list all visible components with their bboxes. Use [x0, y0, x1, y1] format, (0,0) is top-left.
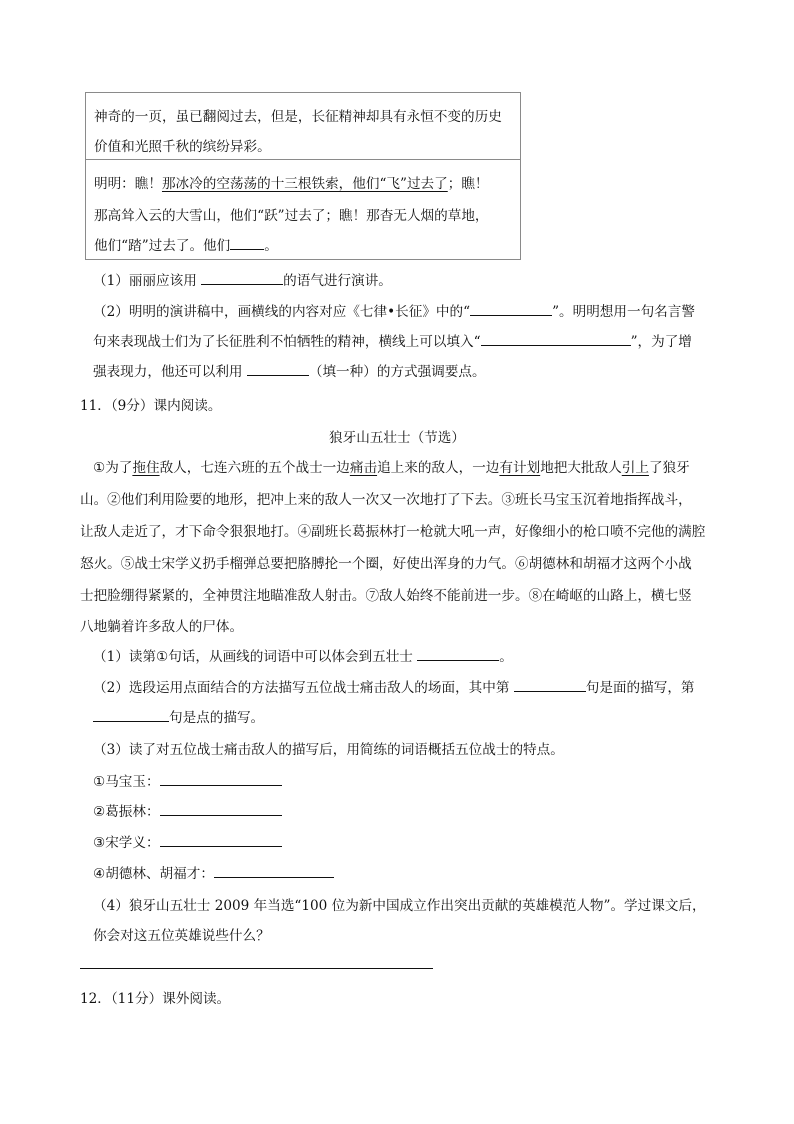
underlined-word: 有计划 — [499, 460, 541, 476]
answer-blank[interactable] — [160, 834, 282, 847]
answer-blank[interactable] — [470, 303, 552, 316]
passage-line3: 让敌人走近了，才下命令狠狠地打。④副班长葛振林打一枪就大吼一声，好像细小的枪口喷不完他的满腔 — [80, 524, 706, 540]
box1-line2: 价值和光照千秋的缤纷异彩。 — [94, 139, 271, 155]
answer-blank[interactable] — [247, 363, 309, 376]
passage-line2: 山。②他们利用险要的地形，把冲上来的敌人一次又一次地打了下去。③班长马宝玉沉着地指挥战斗， — [80, 492, 692, 508]
box2-line2: 那高耸入云的大雪山，他们“跃”过去了；瞧！那杳无人烟的草地， — [94, 208, 489, 224]
trait-item-1: ①马宝玉： — [93, 770, 282, 790]
q11-heading: 11．（9分）课内阅读。 — [80, 398, 222, 414]
trait-item-2: ②葛振林： — [93, 800, 282, 820]
speech-box-lili — [85, 92, 521, 159]
answer-blank[interactable] — [481, 333, 631, 346]
passage-line1: ①为了拖住敌人，七连六班的五个战士一边痛击追上来的敌人，一边有计划地把大批敌人引上了狼牙 — [93, 460, 690, 476]
q10-sub2-line2: 句来表现战士们为了长征胜利不怕牺牲的精神，横线上可以填入“ ”，为了增 — [93, 334, 692, 350]
underlined-word: 引上 — [621, 460, 649, 476]
q11-sub2-line2: 句是点的描写。 — [93, 706, 264, 726]
answer-blank[interactable] — [214, 865, 334, 878]
box1-line1: 神奇的一页，虽已翻阅过去，但是，长征精神却具有永恒不变的历史 — [94, 109, 502, 125]
q10-sub1: （1）丽丽应该用 的语气进行演讲。 — [93, 273, 392, 289]
trait-item-3: ③宋学义： — [93, 831, 282, 851]
q12-heading: 12．（11分）课外阅读。 — [80, 991, 231, 1007]
box2-line3: 他们“踏”过去了。他们 。 — [94, 238, 278, 254]
answer-blank[interactable] — [230, 237, 264, 250]
q10-sub2-line1: （2）明明的演讲稿中，画横线的内容对应《七律•长征》中的“ ”。明明想用一句名言警 — [93, 304, 695, 320]
q11-sub2-line1: （2）选段运用点面结合的方法描写五位战士痛击敌人的场面，其中第 句是面的描写，第 — [93, 680, 695, 696]
answer-line[interactable] — [80, 968, 433, 969]
answer-blank[interactable] — [514, 679, 586, 692]
passage-line5: 士把脸绷得紧紧的，全神贯注地瞄准敌人射击。⑦敌人始终不能前进一步。⑧在崎岖的山路上，横七竖 — [80, 588, 692, 604]
answer-blank[interactable] — [201, 272, 283, 285]
answer-blank[interactable] — [93, 709, 169, 722]
underlined-word: 拖住 — [132, 460, 160, 476]
q10-sub2-line3: 强表现力，他还可以利用 （填一种）的方式强调要点。 — [93, 364, 486, 380]
answer-blank[interactable] — [160, 773, 282, 786]
underlined-sentence: 那冰冷的空荡荡的十三根铁索，他们“飞”过去了 — [161, 176, 448, 192]
passage-line4: 怒火。⑤战士宋学义扔手榴弹总要把胳膊抡一个圈，好使出浑身的力气。⑥胡德林和胡福才这两个小战 — [80, 556, 692, 572]
passage-line6: 八地躺着许多敌人的尸体。 — [80, 619, 244, 635]
q11-sub1: （1）读第①句话，从画线的词语中可以体会到五壮士 。 — [93, 649, 513, 665]
speech-box-mingming — [85, 159, 521, 260]
passage-title: 狼牙山五壮士（节选） — [329, 430, 465, 446]
answer-blank[interactable] — [417, 648, 499, 661]
q11-sub4-line1: （4）狼牙山五壮士 2009 年当选“100 位为新中国成立作出突出贡献的英雄模范人物”。学过课文后， — [93, 898, 706, 914]
answer-blank[interactable] — [160, 803, 282, 816]
box2-line1: 明明：瞧！那冰冷的空荡荡的十三根铁索，他们“飞”过去了；瞧！ — [94, 176, 489, 192]
trait-item-4: ④胡德林、胡福才： — [93, 862, 334, 882]
q11-sub4-line2: 你会对这五位英雄说些什么？ — [93, 928, 270, 944]
underlined-word: 痛击 — [349, 460, 378, 476]
q11-sub3: （3）读了对五位战士痛击敌人的描写后，用简练的词语概括五位战士的特点。 — [93, 742, 564, 758]
